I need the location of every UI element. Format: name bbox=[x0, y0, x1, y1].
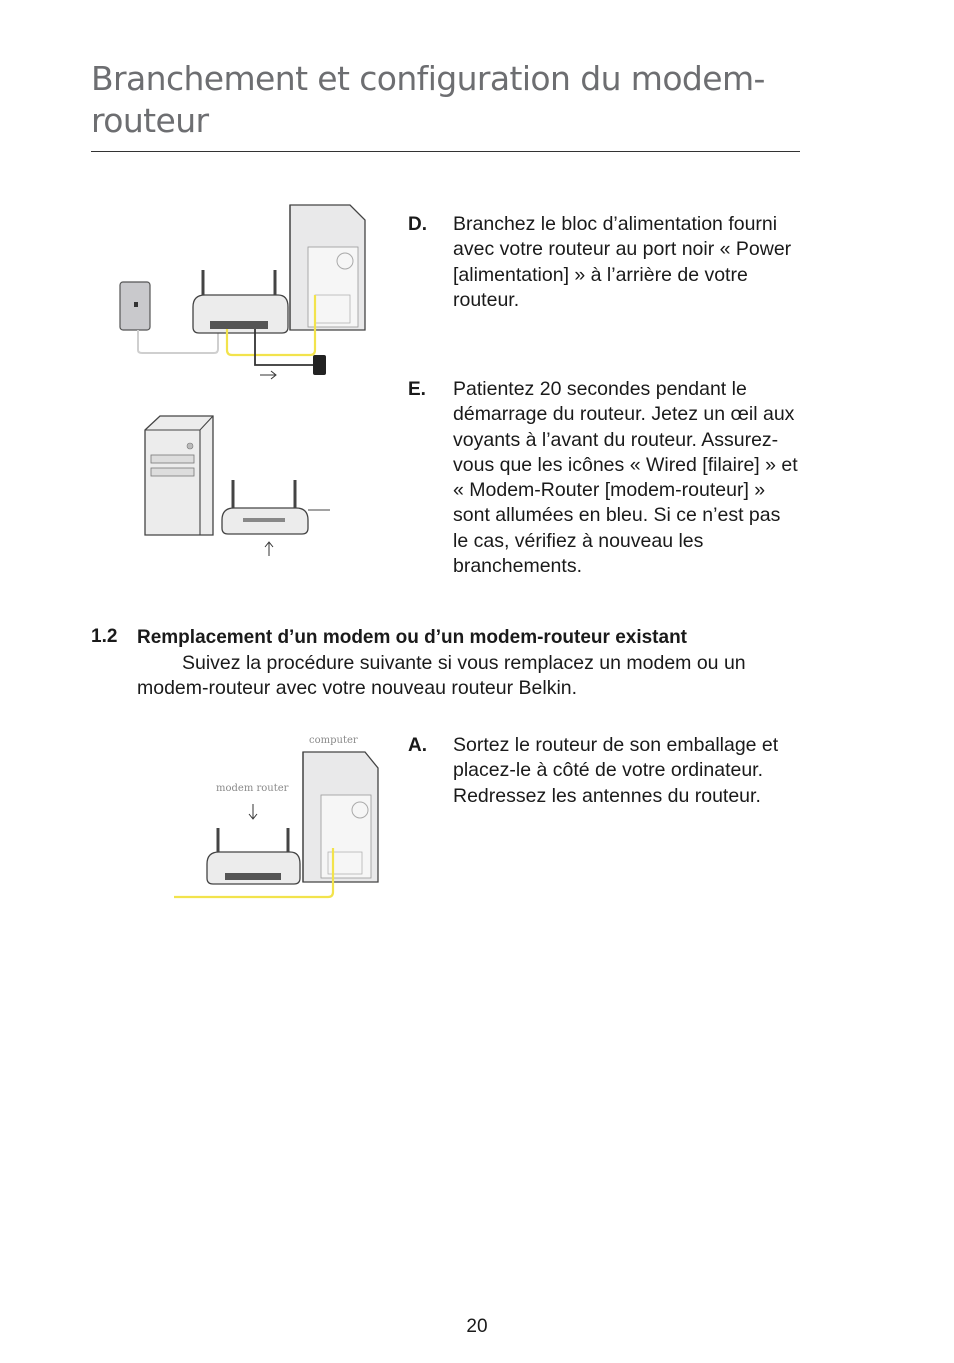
router-icon bbox=[193, 270, 288, 333]
figure-router-next-to-computer bbox=[170, 730, 390, 905]
section-intro: Suivez la procédure suivante si vous remplacez un modem ou un modem-routeur avec votre nouveau routeur Belkin. bbox=[137, 652, 746, 700]
page-number: 20 bbox=[466, 1316, 488, 1337]
wall-jack-icon bbox=[120, 282, 150, 330]
step-letter: E. bbox=[408, 379, 426, 400]
figure-router-lights bbox=[140, 410, 340, 560]
router-icon bbox=[222, 480, 308, 534]
computer-tower-icon bbox=[145, 416, 213, 535]
title-divider bbox=[91, 151, 800, 152]
computer-tower-icon bbox=[290, 205, 365, 330]
step-text: Patientez 20 secondes pendant le démarrage du routeur. Jetez un œil aux voyants à l’avant du routeur. Assurez-vous que les icônes « Wired [filaire] » et « Modem-Router [modem-routeur] » sont allumées en bleu. Si ce n’est pas le cas, vérifiez à nouveau les branchements. bbox=[453, 378, 798, 578]
step-text: Sortez le routeur de son emballage et placez-le à côté de votre ordinateur. Redressez les antennes du routeur. bbox=[453, 734, 779, 807]
step-letter: D. bbox=[408, 214, 427, 235]
figure-power-connection bbox=[110, 195, 370, 385]
page-title: Branchement et configuration du modem-routeur bbox=[91, 59, 765, 140]
section-number: 1.2 bbox=[91, 626, 118, 647]
label-modem-router: modem router bbox=[216, 783, 289, 794]
label-computer: computer bbox=[309, 735, 358, 746]
computer-tower-icon bbox=[303, 752, 378, 882]
router-icon bbox=[207, 828, 300, 884]
step-text: Branchez le bloc d’alimentation fourni avec votre routeur au port noir « Power [alimentation] » à l’arrière de votre routeur. bbox=[453, 213, 792, 311]
section-title: Remplacement d’un modem ou d’un modem-routeur existant bbox=[137, 627, 688, 648]
step-letter: A. bbox=[408, 735, 427, 756]
